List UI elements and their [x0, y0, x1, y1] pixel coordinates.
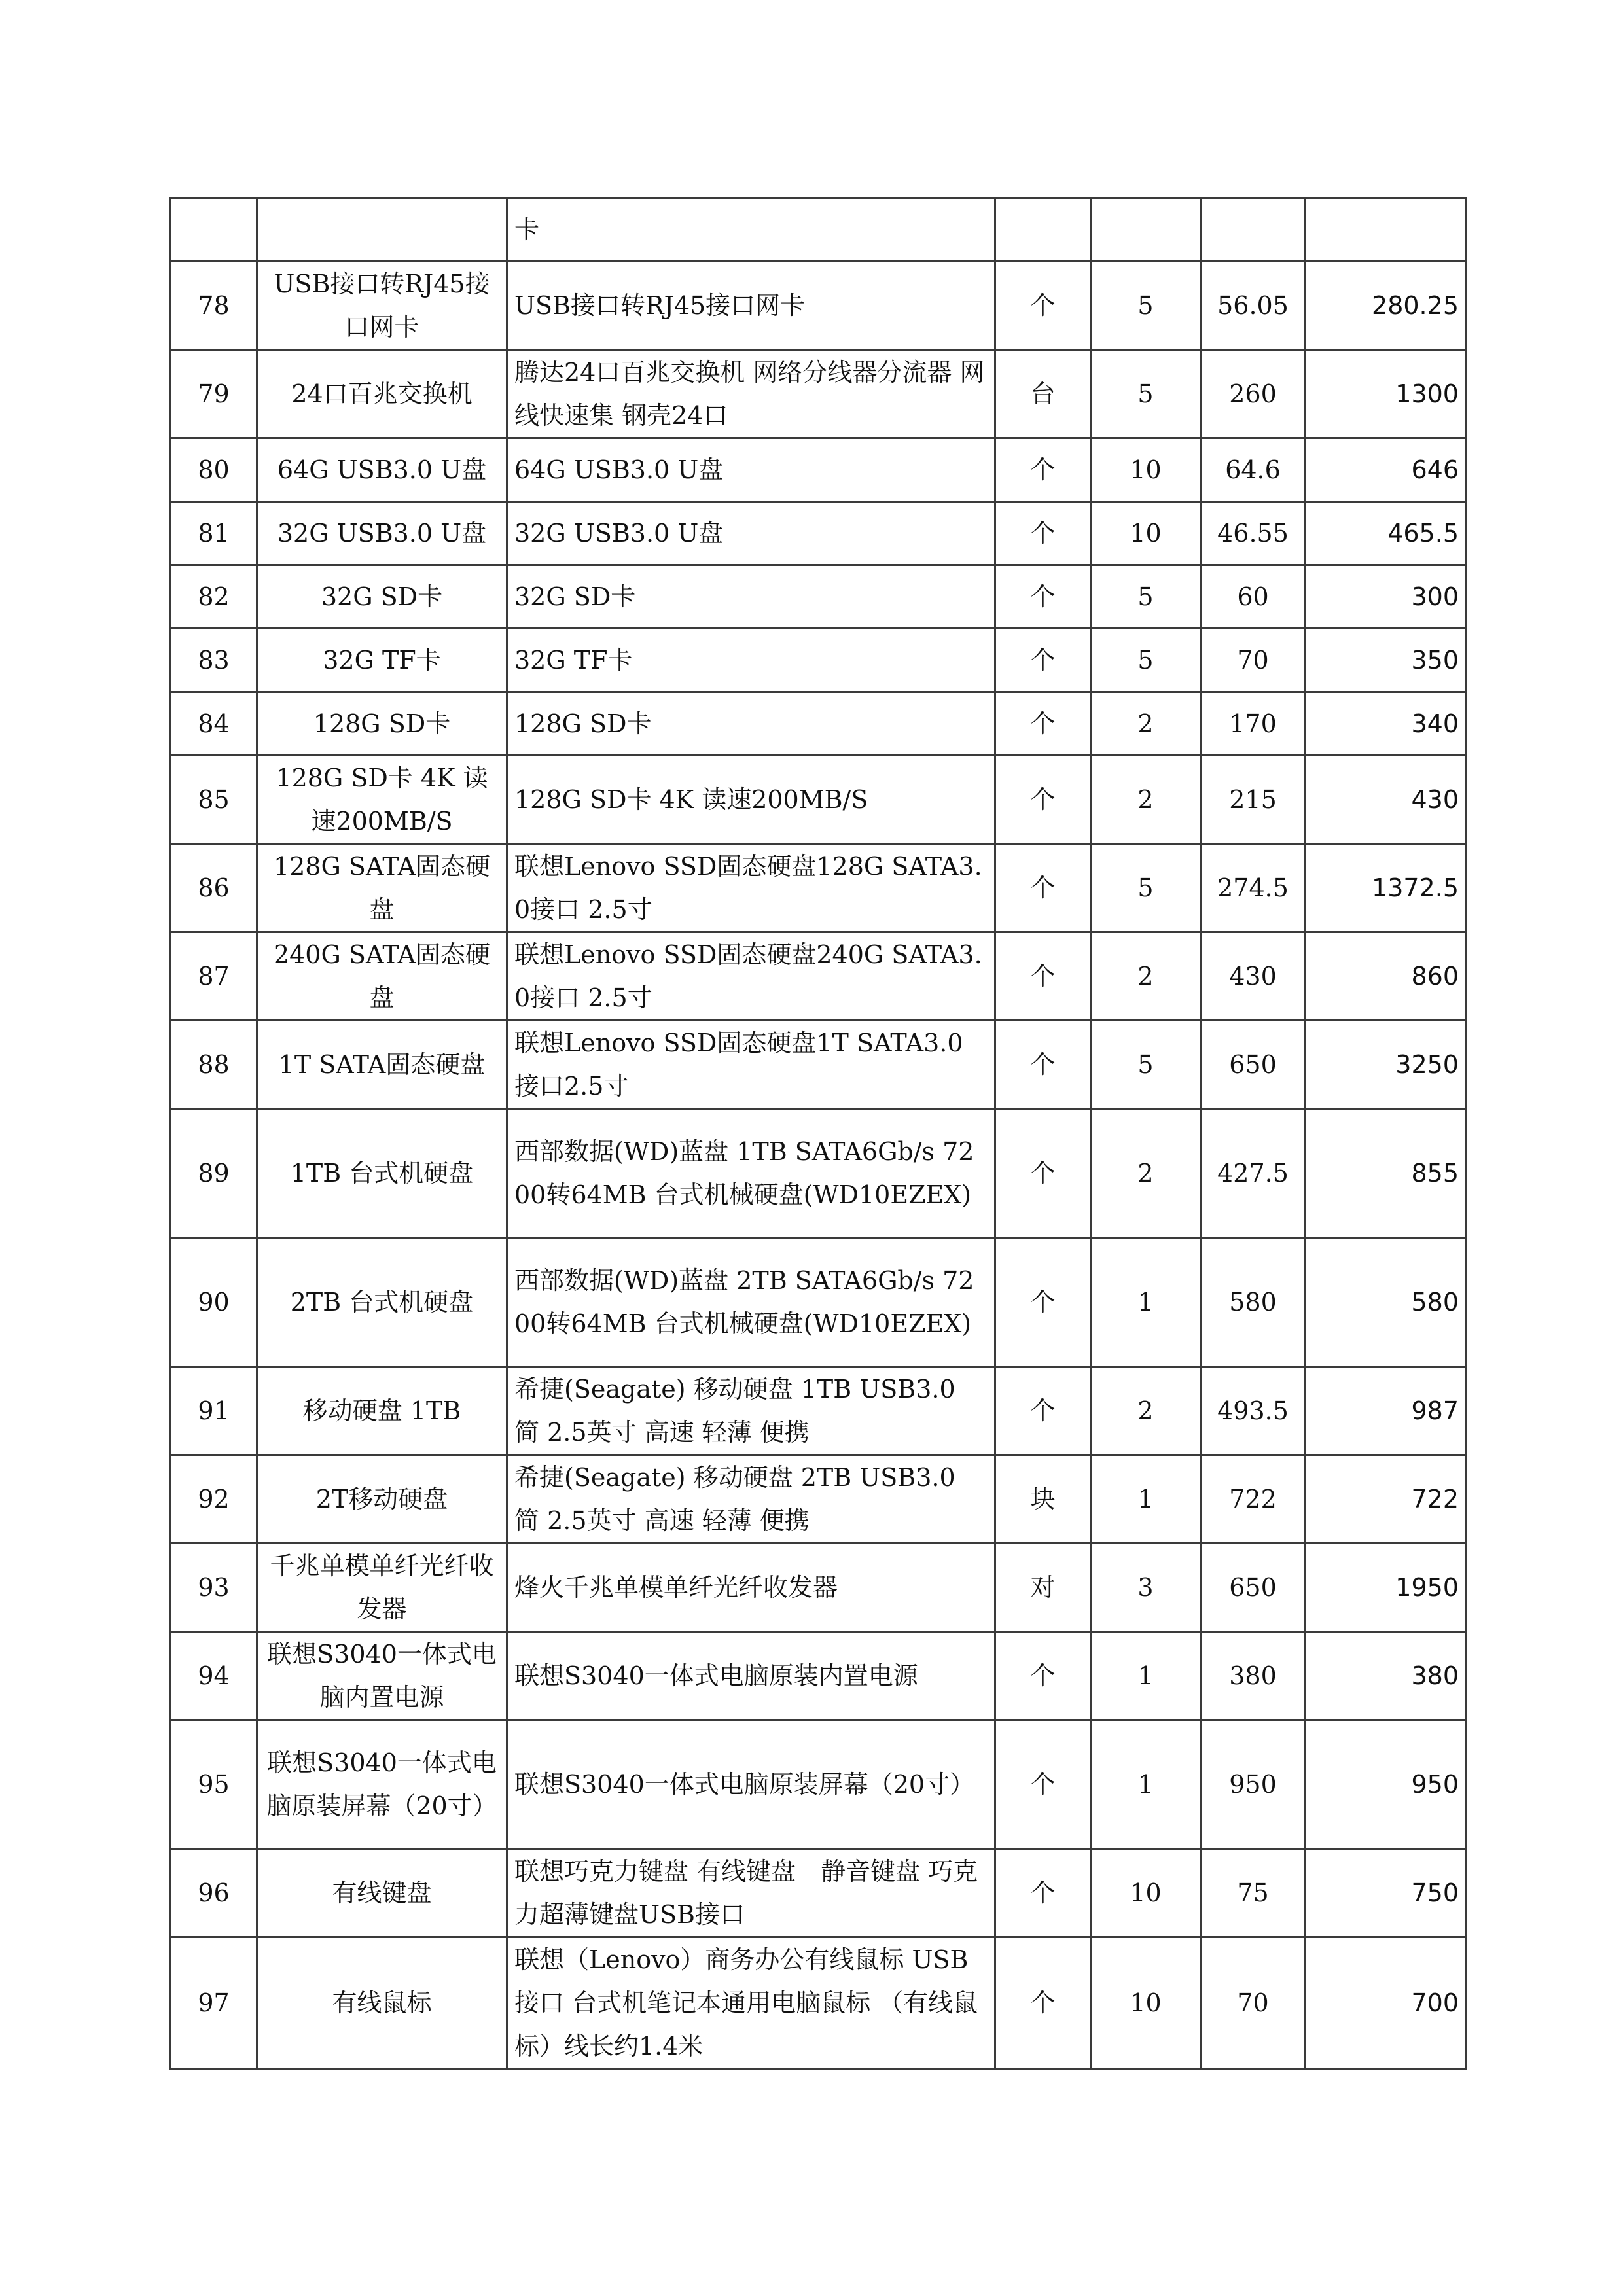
item-quantity: 1 [1091, 1720, 1201, 1849]
table-row [171, 565, 1467, 629]
item-quantity: 2 [1091, 692, 1201, 756]
item-spec: 32G SD卡 [507, 565, 995, 629]
item-quantity: 2 [1091, 1367, 1201, 1455]
item-spec: 联想Lenovo SSD固态硬盘240G SATA3.0接口 2.5寸 [507, 932, 995, 1021]
item-name: 2TB 台式机硬盘 [257, 1238, 507, 1367]
item-total: 1300 [1306, 350, 1467, 438]
item-unit: 个 [995, 1367, 1091, 1455]
item-quantity: 10 [1091, 1937, 1201, 2069]
item-total: 987 [1306, 1367, 1467, 1455]
item-total: 300 [1306, 565, 1467, 629]
item-unit-price: 260 [1201, 350, 1306, 438]
item-quantity: 5 [1091, 262, 1201, 350]
item-spec: 联想S3040一体式电脑原装内置电源 [507, 1632, 995, 1720]
item-name: 32G SD卡 [257, 565, 507, 629]
item-unit: 个 [995, 1021, 1091, 1109]
item-total: 1950 [1306, 1544, 1467, 1632]
item-unit [995, 198, 1091, 262]
item-total: 580 [1306, 1238, 1467, 1367]
item-unit-price: 75 [1201, 1849, 1306, 1937]
item-unit-price: 580 [1201, 1238, 1306, 1367]
item-unit: 个 [995, 438, 1091, 502]
table-row [171, 1021, 1467, 1109]
table-row [171, 1455, 1467, 1544]
item-unit: 个 [995, 1109, 1091, 1238]
procurement-table [169, 197, 1467, 2070]
row-number: 89 [171, 1109, 257, 1238]
item-unit: 个 [995, 262, 1091, 350]
table-row [171, 262, 1467, 350]
item-spec: 腾达24口百兆交换机 网络分线器分流器 网线快速集 钢壳24口 [507, 350, 995, 438]
item-spec: 烽火千兆单模单纤光纤收发器 [507, 1544, 995, 1632]
item-name: 1T SATA固态硬盘 [257, 1021, 507, 1109]
item-spec: 128G SD卡 4K 读速200MB/S [507, 756, 995, 844]
item-unit: 个 [995, 932, 1091, 1021]
table-row [171, 1849, 1467, 1937]
item-unit-price: 170 [1201, 692, 1306, 756]
item-quantity: 1 [1091, 1238, 1201, 1367]
item-spec: 希捷(Seagate) 移动硬盘 1TB USB3.0 简 2.5英寸 高速 轻薄 便携 [507, 1367, 995, 1455]
item-unit-price: 46.55 [1201, 502, 1306, 565]
item-total: 350 [1306, 629, 1467, 692]
row-number: 86 [171, 844, 257, 932]
item-quantity: 5 [1091, 844, 1201, 932]
item-unit: 个 [995, 756, 1091, 844]
table-row [171, 692, 1467, 756]
item-total: 380 [1306, 1632, 1467, 1720]
item-total: 465.5 [1306, 502, 1467, 565]
item-name [257, 198, 507, 262]
item-name: 24口百兆交换机 [257, 350, 507, 438]
row-number: 91 [171, 1367, 257, 1455]
item-unit: 个 [995, 1720, 1091, 1849]
row-number: 93 [171, 1544, 257, 1632]
item-spec: 卡 [507, 198, 995, 262]
item-name: 2T移动硬盘 [257, 1455, 507, 1544]
row-number: 78 [171, 262, 257, 350]
item-quantity: 2 [1091, 1109, 1201, 1238]
item-total: 750 [1306, 1849, 1467, 1937]
item-total: 340 [1306, 692, 1467, 756]
row-number: 90 [171, 1238, 257, 1367]
item-unit-price: 430 [1201, 932, 1306, 1021]
item-unit-price: 215 [1201, 756, 1306, 844]
item-quantity: 5 [1091, 565, 1201, 629]
row-number: 88 [171, 1021, 257, 1109]
table-row [171, 932, 1467, 1021]
item-unit: 块 [995, 1455, 1091, 1544]
table-row [171, 1937, 1467, 2069]
item-unit-price: 493.5 [1201, 1367, 1306, 1455]
item-spec: 128G SD卡 [507, 692, 995, 756]
item-unit-price: 380 [1201, 1632, 1306, 1720]
item-spec: 西部数据(WD)蓝盘 2TB SATA6Gb/s 7200转64MB 台式机械硬盘(WD10EZEX) [507, 1238, 995, 1367]
item-quantity: 2 [1091, 932, 1201, 1021]
item-unit-price: 274.5 [1201, 844, 1306, 932]
table-row [171, 1367, 1467, 1455]
item-unit-price: 427.5 [1201, 1109, 1306, 1238]
item-total: 722 [1306, 1455, 1467, 1544]
row-number [171, 198, 257, 262]
item-name: 240G SATA固态硬盘 [257, 932, 507, 1021]
item-total: 855 [1306, 1109, 1467, 1238]
item-spec: 64G USB3.0 U盘 [507, 438, 995, 502]
item-unit-price: 650 [1201, 1544, 1306, 1632]
item-unit-price: 950 [1201, 1720, 1306, 1849]
table-row [171, 502, 1467, 565]
item-quantity: 1 [1091, 1455, 1201, 1544]
item-spec: 西部数据(WD)蓝盘 1TB SATA6Gb/s 7200转64MB 台式机械硬盘(WD10EZEX) [507, 1109, 995, 1238]
item-name: 128G SD卡 4K 读速200MB/S [257, 756, 507, 844]
row-number: 83 [171, 629, 257, 692]
item-unit-price: 722 [1201, 1455, 1306, 1544]
row-number: 85 [171, 756, 257, 844]
item-spec: 联想Lenovo SSD固态硬盘1T SATA3.0接口2.5寸 [507, 1021, 995, 1109]
item-unit-price: 70 [1201, 1937, 1306, 2069]
item-spec: 联想巧克力键盘 有线键盘 静音键盘 巧克力超薄键盘USB接口 [507, 1849, 995, 1937]
row-number: 81 [171, 502, 257, 565]
item-total [1306, 198, 1467, 262]
item-unit: 个 [995, 502, 1091, 565]
item-unit: 个 [995, 565, 1091, 629]
item-name: 32G USB3.0 U盘 [257, 502, 507, 565]
item-name: 128G SATA固态硬盘 [257, 844, 507, 932]
table-row [171, 438, 1467, 502]
item-total: 950 [1306, 1720, 1467, 1849]
item-quantity: 5 [1091, 629, 1201, 692]
table-body [171, 198, 1467, 2069]
table-row [171, 1544, 1467, 1632]
item-name: 有线鼠标 [257, 1937, 507, 2069]
row-number: 92 [171, 1455, 257, 1544]
item-total: 430 [1306, 756, 1467, 844]
table-row [171, 844, 1467, 932]
item-unit: 个 [995, 1632, 1091, 1720]
item-unit-price [1201, 198, 1306, 262]
item-name: USB接口转RJ45接口网卡 [257, 262, 507, 350]
item-unit: 个 [995, 1937, 1091, 2069]
item-unit-price: 650 [1201, 1021, 1306, 1109]
item-spec: 联想（Lenovo）商务办公有线鼠标 USB接口 台式机笔记本通用电脑鼠标 （有线鼠标）线长约1.4米 [507, 1937, 995, 2069]
item-quantity: 10 [1091, 438, 1201, 502]
item-spec: USB接口转RJ45接口网卡 [507, 262, 995, 350]
item-name: 千兆单模单纤光纤收发器 [257, 1544, 507, 1632]
item-spec: 希捷(Seagate) 移动硬盘 2TB USB3.0 简 2.5英寸 高速 轻薄 便携 [507, 1455, 995, 1544]
item-name: 联想S3040一体式电脑内置电源 [257, 1632, 507, 1720]
item-spec: 32G TF卡 [507, 629, 995, 692]
item-unit: 个 [995, 692, 1091, 756]
table-row [171, 1109, 1467, 1238]
item-unit: 对 [995, 1544, 1091, 1632]
item-name: 移动硬盘 1TB [257, 1367, 507, 1455]
item-total: 860 [1306, 932, 1467, 1021]
item-unit-price: 60 [1201, 565, 1306, 629]
table-row [171, 350, 1467, 438]
item-total: 646 [1306, 438, 1467, 502]
row-number: 87 [171, 932, 257, 1021]
item-name: 128G SD卡 [257, 692, 507, 756]
item-quantity: 5 [1091, 350, 1201, 438]
item-name: 联想S3040一体式电脑原装屏幕（20寸） [257, 1720, 507, 1849]
item-spec: 联想S3040一体式电脑原装屏幕（20寸） [507, 1720, 995, 1849]
item-name: 1TB 台式机硬盘 [257, 1109, 507, 1238]
row-number: 97 [171, 1937, 257, 2069]
item-unit: 个 [995, 629, 1091, 692]
table-row [171, 629, 1467, 692]
item-quantity: 1 [1091, 1632, 1201, 1720]
item-name: 32G TF卡 [257, 629, 507, 692]
item-quantity: 10 [1091, 1849, 1201, 1937]
row-number: 80 [171, 438, 257, 502]
item-quantity: 3 [1091, 1544, 1201, 1632]
table-row [171, 1720, 1467, 1849]
item-quantity: 5 [1091, 1021, 1201, 1109]
row-number: 84 [171, 692, 257, 756]
table-row [171, 1238, 1467, 1367]
item-unit-price: 56.05 [1201, 262, 1306, 350]
item-unit: 台 [995, 350, 1091, 438]
item-quantity: 2 [1091, 756, 1201, 844]
item-total: 1372.5 [1306, 844, 1467, 932]
item-name: 64G USB3.0 U盘 [257, 438, 507, 502]
row-number: 95 [171, 1720, 257, 1849]
item-total: 280.25 [1306, 262, 1467, 350]
row-number: 82 [171, 565, 257, 629]
row-number: 79 [171, 350, 257, 438]
item-unit-price: 70 [1201, 629, 1306, 692]
row-number: 96 [171, 1849, 257, 1937]
item-quantity [1091, 198, 1201, 262]
item-name: 有线键盘 [257, 1849, 507, 1937]
item-total: 700 [1306, 1937, 1467, 2069]
table-row [171, 1632, 1467, 1720]
table-row [171, 756, 1467, 844]
item-unit: 个 [995, 1849, 1091, 1937]
item-spec: 32G USB3.0 U盘 [507, 502, 995, 565]
item-quantity: 10 [1091, 502, 1201, 565]
item-spec: 联想Lenovo SSD固态硬盘128G SATA3.0接口 2.5寸 [507, 844, 995, 932]
item-unit: 个 [995, 1238, 1091, 1367]
table-row [171, 198, 1467, 262]
item-unit-price: 64.6 [1201, 438, 1306, 502]
row-number: 94 [171, 1632, 257, 1720]
item-unit: 个 [995, 844, 1091, 932]
item-total: 3250 [1306, 1021, 1467, 1109]
